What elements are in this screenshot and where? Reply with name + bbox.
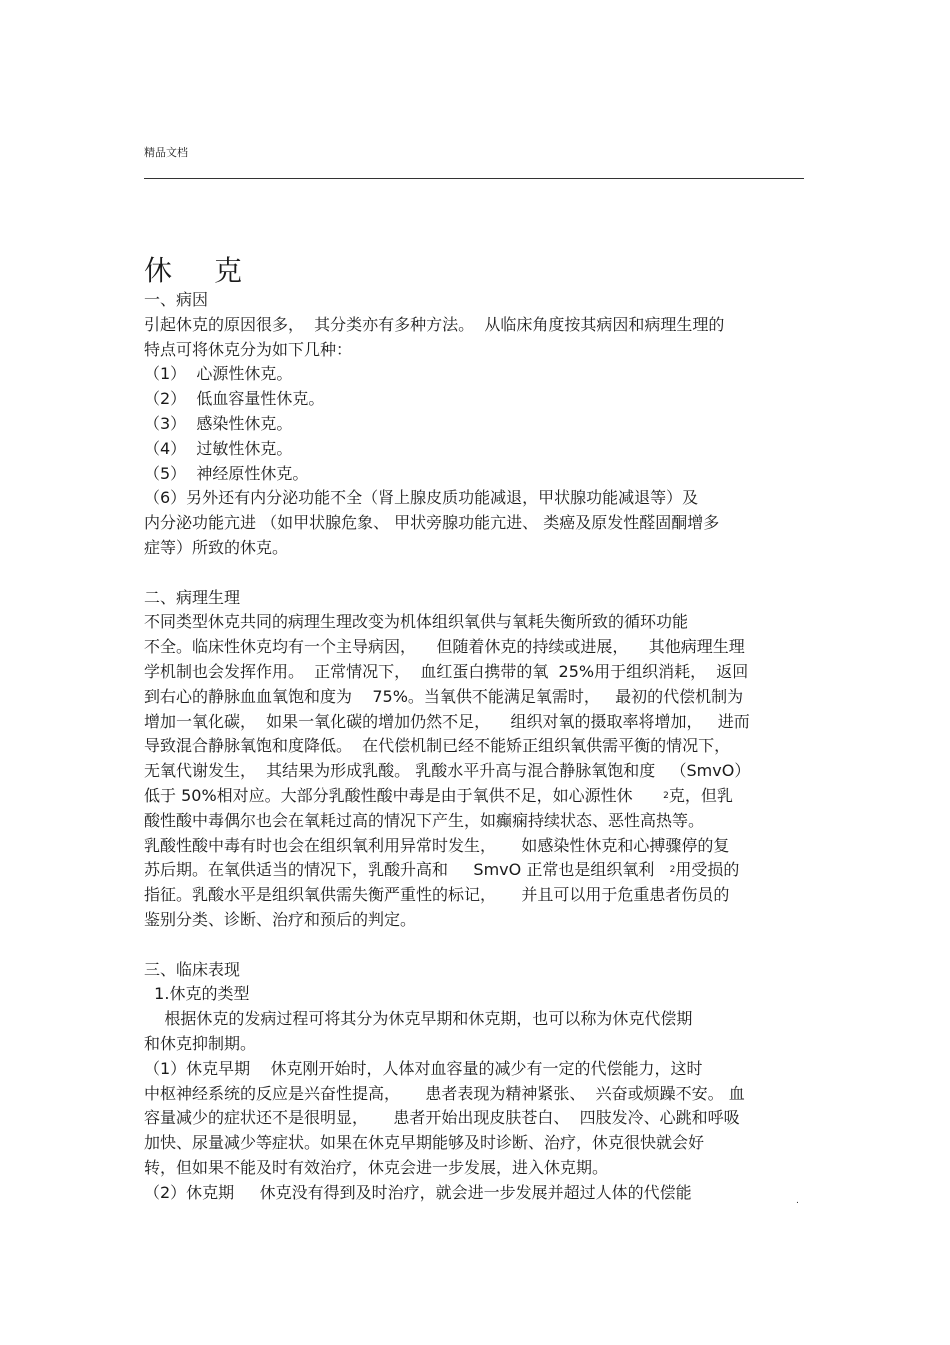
line-text: 用受损的 bbox=[675, 860, 740, 880]
blank-line bbox=[144, 933, 806, 958]
paragraph-line: 到右心的静脉血血氧饱和度为 75%。当氧供不能满足氧需时， 最初的代偿机制为 bbox=[144, 686, 744, 706]
paragraph-line: 中枢神经系统的反应是兴奋性提高， 患者表现为精神紧张、 兴奋或烦躁不安。 血 bbox=[144, 1083, 745, 1103]
title-char-2: 克 bbox=[214, 254, 243, 287]
page-header-label: 精品文档 bbox=[144, 146, 188, 159]
list-item: （1） 心源性休克。 bbox=[144, 364, 293, 384]
paragraph-line: 特点可将休克分为如下几种： bbox=[144, 339, 353, 359]
paragraph-line: 酸性酸中毒偶尔也会在氧耗过高的情况下产生，如癫痫持续状态、恶性高热等。 bbox=[144, 810, 705, 830]
title-char-1: 休 bbox=[144, 254, 173, 287]
paragraph-line: 鉴别分类、诊断、治疗和预后的判定。 bbox=[144, 909, 417, 929]
list-item: （5） 神经原性休克。 bbox=[144, 463, 309, 483]
paragraph-line: 和休克抑制期。 bbox=[144, 1033, 257, 1053]
paragraph-line: 指征。乳酸水平是组织氧供需失衡严重性的标记， 并且可以用于危重患者伤员的 bbox=[144, 885, 730, 905]
list-item: （3） 感染性休克。 bbox=[144, 413, 293, 433]
paragraph-line bbox=[144, 784, 806, 809]
blank-line bbox=[144, 561, 806, 586]
header-divider bbox=[144, 178, 804, 179]
paragraph-line: 增加一氧化碳， 如果一氧化碳的增加仍然不足， 组织对氧的摄取率将增加， 进而 bbox=[144, 711, 750, 731]
list-item: （6）另外还有内分泌功能不全（肾上腺皮质功能减退，甲状腺功能减退等）及 bbox=[144, 488, 699, 508]
paragraph-line: （2）休克期 休克没有得到及时治疗，就会进一步发展并超过人体的代偿能 bbox=[144, 1182, 692, 1202]
page-mark: . bbox=[796, 1196, 799, 1206]
paragraph-line: 内分泌功能亢进 （如甲状腺危象、 甲状旁腺功能亢进、 类癌及原发性醛固酮增多 bbox=[144, 513, 720, 533]
document-body bbox=[144, 254, 806, 1205]
subsection-heading: 1.休克的类型 bbox=[144, 984, 250, 1004]
paragraph-line: 不全。临床性休克均有一个主导病因， 但随着休克的持续或进展， 其他病理生理 bbox=[144, 637, 745, 657]
paragraph-line: 引起休克的原因很多， 其分类亦有多种方法。 从临床角度按其病因和病理生理的 bbox=[144, 314, 725, 334]
list-item: （2） 低血容量性休克。 bbox=[144, 389, 325, 409]
paragraph-line: 容量减少的症状还不是很明显， 患者开始出现皮肤苍白、 四肢发冷、心跳和呼吸 bbox=[144, 1108, 740, 1128]
subscript: 2 bbox=[663, 790, 669, 801]
paragraph-line: 无氧代谢发生， 其结果为形成乳酸。 乳酸水平升高与混合静脉氧饱和度 （SmvO） bbox=[144, 761, 751, 781]
paragraph-line: 加快、尿量减少等症状。如果在休克早期能够及时诊断、治疗，休克很快就会好 bbox=[144, 1133, 705, 1153]
paragraph-line: 导致混合静脉氧饱和度降低。 在代偿机制已经不能矫正组织氧供需平衡的情况下， bbox=[144, 736, 731, 756]
subscript: 2 bbox=[669, 865, 676, 876]
paragraph-line: 不同类型休克共同的病理生理改变为机体组织氧供与氧耗失衡所致的循环功能 bbox=[144, 612, 689, 632]
paragraph-line: 转，但如果不能及时有效治疗，休克会进一步发展，进入休克期。 bbox=[144, 1157, 609, 1177]
paragraph-line: 学机制也会发挥作用。 正常情况下， 血红蛋白携带的氧 25%用于组织消耗， 返回 bbox=[144, 661, 749, 681]
section-heading: 一、病因 bbox=[144, 290, 209, 309]
line-text: 苏后期。在氧供适当的情况下，乳酸升高和 SmvO 正常也是组织氧利 bbox=[144, 860, 655, 880]
list-item: （4） 过敏性休克。 bbox=[144, 438, 293, 458]
document-title bbox=[144, 254, 806, 288]
paragraph-line: 乳酸性酸中毒有时也会在组织氧利用异常时发生， 如感染性休克和心搏骤停的复 bbox=[144, 835, 730, 855]
paragraph-line: （1）休克早期 休克刚开始时，人体对血容量的减少有一定的代偿能力，这时 bbox=[144, 1058, 703, 1078]
line-text: 克，但乳 bbox=[668, 785, 733, 805]
section-heading: 三、临床表现 bbox=[144, 959, 241, 979]
paragraph-line: 症等）所致的休克。 bbox=[144, 537, 289, 557]
paragraph-line: 根据休克的发病过程可将其分为休克早期和休克期，也可以称为休克代偿期 bbox=[144, 1009, 693, 1029]
paragraph-line bbox=[144, 858, 806, 883]
section-heading: 二、病理生理 bbox=[144, 587, 241, 607]
line-text: 低于 50%相对应。大部分乳酸性酸中毒是由于氧供不足，如心源性休 bbox=[144, 785, 633, 805]
